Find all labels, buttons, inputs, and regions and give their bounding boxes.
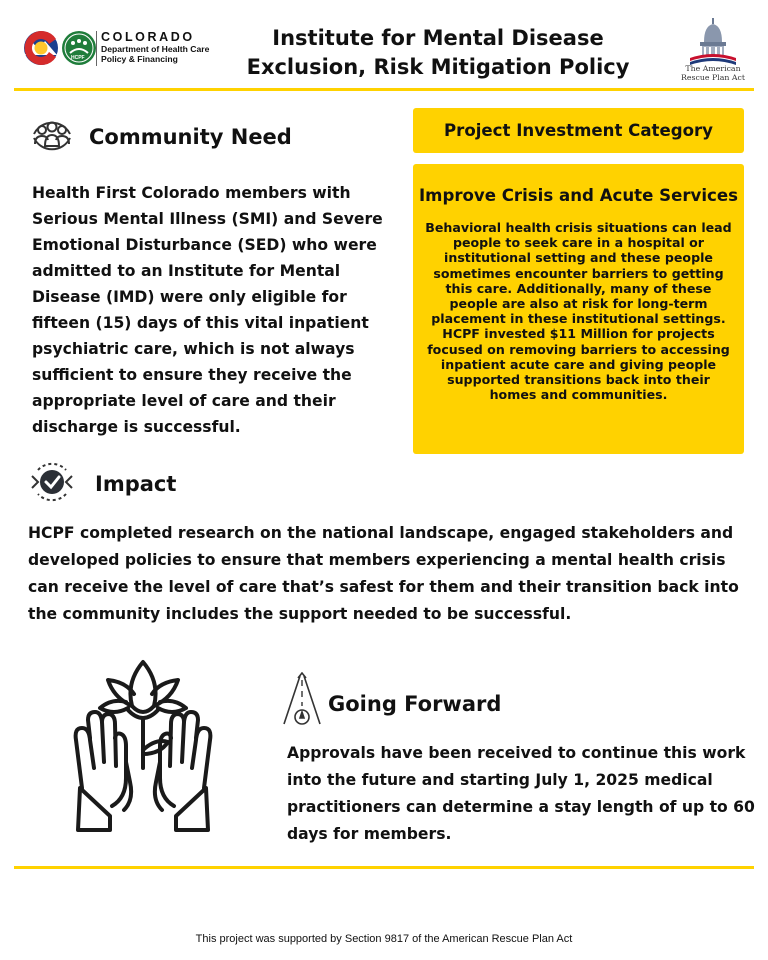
capitol-dome-icon [686,16,740,66]
road-compass-icon [280,672,324,728]
impact-body: HCPF completed research on the national landscape, engaged stakeholders and developed policies to ensure that members experiencing a mental health crisis can receive the level of care that’s safest for them and their transition back into the community includes the support needed to be successful. [28,524,739,623]
title-line-1: Institute for Mental Disease [272,26,604,50]
title-line-2: Exclusion, Risk Mitigation Policy [246,55,630,79]
going-forward-heading: Going Forward [328,692,502,716]
hands-holding-flower-icon [64,650,222,846]
impact-check-icon [26,456,78,508]
footer-divider [14,866,754,869]
investment-detail-box [413,164,744,454]
logo-divider [96,31,97,66]
seal-text: HCPF [71,55,85,61]
going-forward-body: Approvals have been received to continue this work into the future and starting July 1, 2025 medical practitioners can determine a stay length of up to 60 days for members. [287,744,755,843]
logo-dept-line2: Policy & Financing [101,54,178,64]
footer-note: This project was supported by Section 9817 of the American Rescue Plan Act [195,933,573,945]
community-need-heading: Community Need [89,125,292,149]
logo-state-name: COLORADO [101,30,195,44]
arpa-wordmark [680,64,746,82]
logo-wordmark [101,30,209,64]
arpa-line-1: The American [685,64,741,73]
investment-category-box [413,108,744,153]
community-people-icon [26,110,78,162]
page-title [238,24,638,82]
investment-title: Improve Crisis and Acute Services [418,186,739,205]
community-need-body: Health First Colorado members with Serious Mental Illness (SMI) and Severe Emotional Disturbance (SED) who were admitted to an Institute for Mental Disease (IMD) were only eligible for fifteen (15) days of this vital inpatient psychiatric care, which is not always sufficient to ensure they receive the appropriate level of care and their discharge is successful. [32,184,383,436]
colorado-c-logo-icon [22,28,96,68]
header-divider [14,88,754,91]
investment-body: Behavioral health crisis situations can lead people to seek care in a hospital or institutional setting and these people sometimes encounter barriers to getting this care. Additionally, many of these people are also at risk for long-term placement in these institutional settings. HCPF invested $11 Million for projects focused on removing barriers to accessing inpatient acute care and giving people supported transitions back into their homes and communities. [425,220,732,403]
arpa-line-2: Rescue Plan Act [681,73,745,82]
impact-heading: Impact [95,472,177,496]
investment-category-heading: Project Investment Category [443,121,713,140]
logo-dept-line1: Department of Health Care [101,44,210,54]
